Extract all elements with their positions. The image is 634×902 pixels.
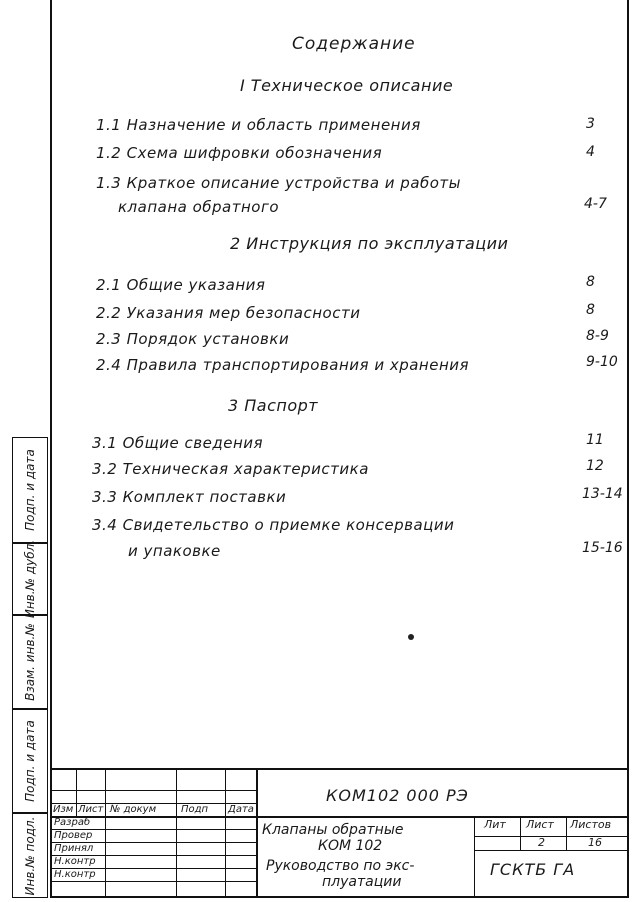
toc-item: 2.3 Порядок установки xyxy=(96,330,290,348)
doc-name-line3: Руководство по экс- xyxy=(266,858,415,874)
toc-item: 1.1 Назначение и область применения xyxy=(96,116,421,134)
grid-line xyxy=(225,768,226,898)
doc-name-line4: плуатации xyxy=(322,874,402,890)
toc-item: 3.4 Свидетельство о приемке консервации xyxy=(92,516,455,534)
toc-item: 1.3 Краткое описание устройства и работы xyxy=(96,174,462,192)
grid-line xyxy=(76,768,77,816)
role-label: Провер xyxy=(54,830,93,841)
toc-item: 2.4 Правила транспортирования и хранения xyxy=(96,356,470,374)
toc-page: 3 xyxy=(586,116,595,132)
side-cell xyxy=(12,813,48,898)
toc-item: 3.3 Комплект поставки xyxy=(92,488,287,506)
side-stamp xyxy=(12,437,50,898)
grid-line xyxy=(105,768,106,898)
col-header: Лист xyxy=(78,804,104,815)
side-cell xyxy=(12,709,48,813)
role-label: Н.контр xyxy=(54,856,96,867)
title-block-top xyxy=(52,768,628,770)
side-cell xyxy=(12,615,48,709)
side-label: Подп. и дата xyxy=(23,720,37,802)
section-heading: 2 Инструкция по эксплуатации xyxy=(230,234,509,253)
role-label: Принял xyxy=(54,843,94,854)
toc-item: 1.2 Схема шифровки обозначения xyxy=(96,144,383,162)
toc-page: 11 xyxy=(586,432,604,448)
title-block-hline xyxy=(474,836,628,837)
toc-page: 8 xyxy=(586,274,595,290)
toc-page: 4-7 xyxy=(584,196,607,212)
toc-page: 13-14 xyxy=(582,486,623,502)
ink-spot xyxy=(408,634,414,640)
toc-item-cont: клапана обратного xyxy=(118,198,280,216)
col-header: Подп xyxy=(181,804,209,815)
toc-page: 12 xyxy=(586,458,604,474)
title-block-vline xyxy=(474,816,475,898)
toc-page: 15-16 xyxy=(582,540,623,556)
toc-title: Содержание xyxy=(292,34,416,54)
toc-item: 3.2 Техническая характеристика xyxy=(92,460,369,478)
col-header: Изм xyxy=(53,804,74,815)
toc-item: 3.1 Общие сведения xyxy=(92,434,264,452)
sheet-value: 2 xyxy=(538,836,545,849)
col-header: Дата xyxy=(228,804,254,815)
side-label: Подп. и дата xyxy=(23,449,37,531)
section-heading: 3 Паспорт xyxy=(228,396,319,415)
title-block-vline xyxy=(520,816,521,850)
side-label: Инв.№ дубл. xyxy=(23,539,37,619)
designation: КОМ102 000 РЭ xyxy=(326,786,469,805)
doc-name-line2: КОМ 102 xyxy=(318,838,383,854)
side-label: Взам. инв.№ xyxy=(23,623,37,701)
toc-page: 4 xyxy=(586,144,595,160)
toc-page: 9-10 xyxy=(586,354,618,370)
organization: ГСКТБ ГА xyxy=(490,860,576,879)
title-block-vline xyxy=(256,768,258,898)
sheets-label: Листов xyxy=(570,818,612,831)
toc-item: 2.2 Указания мер безопасности xyxy=(96,304,361,322)
col-header: № докум xyxy=(110,804,157,815)
toc-item: 2.1 Общие указания xyxy=(96,276,266,294)
sheet-label: Лист xyxy=(526,818,554,831)
section-heading: I Техническое описание xyxy=(240,76,454,95)
side-cell xyxy=(12,539,48,619)
lit-label: Лит xyxy=(484,818,506,831)
role-label: Н.контр xyxy=(54,869,96,880)
side-cell xyxy=(12,437,48,543)
toc-item-cont: и упаковке xyxy=(128,542,221,560)
title-block-vline xyxy=(566,816,567,850)
side-label: Инв.№ подл. xyxy=(23,816,37,895)
toc-page: 8 xyxy=(586,302,595,318)
grid-line xyxy=(176,768,177,898)
toc-page: 8-9 xyxy=(586,328,609,344)
title-block-hline xyxy=(474,850,628,851)
sheets-value: 16 xyxy=(588,836,602,849)
doc-name-line1: Клапаны обратные xyxy=(262,822,404,838)
role-label: Разраб xyxy=(54,817,91,828)
